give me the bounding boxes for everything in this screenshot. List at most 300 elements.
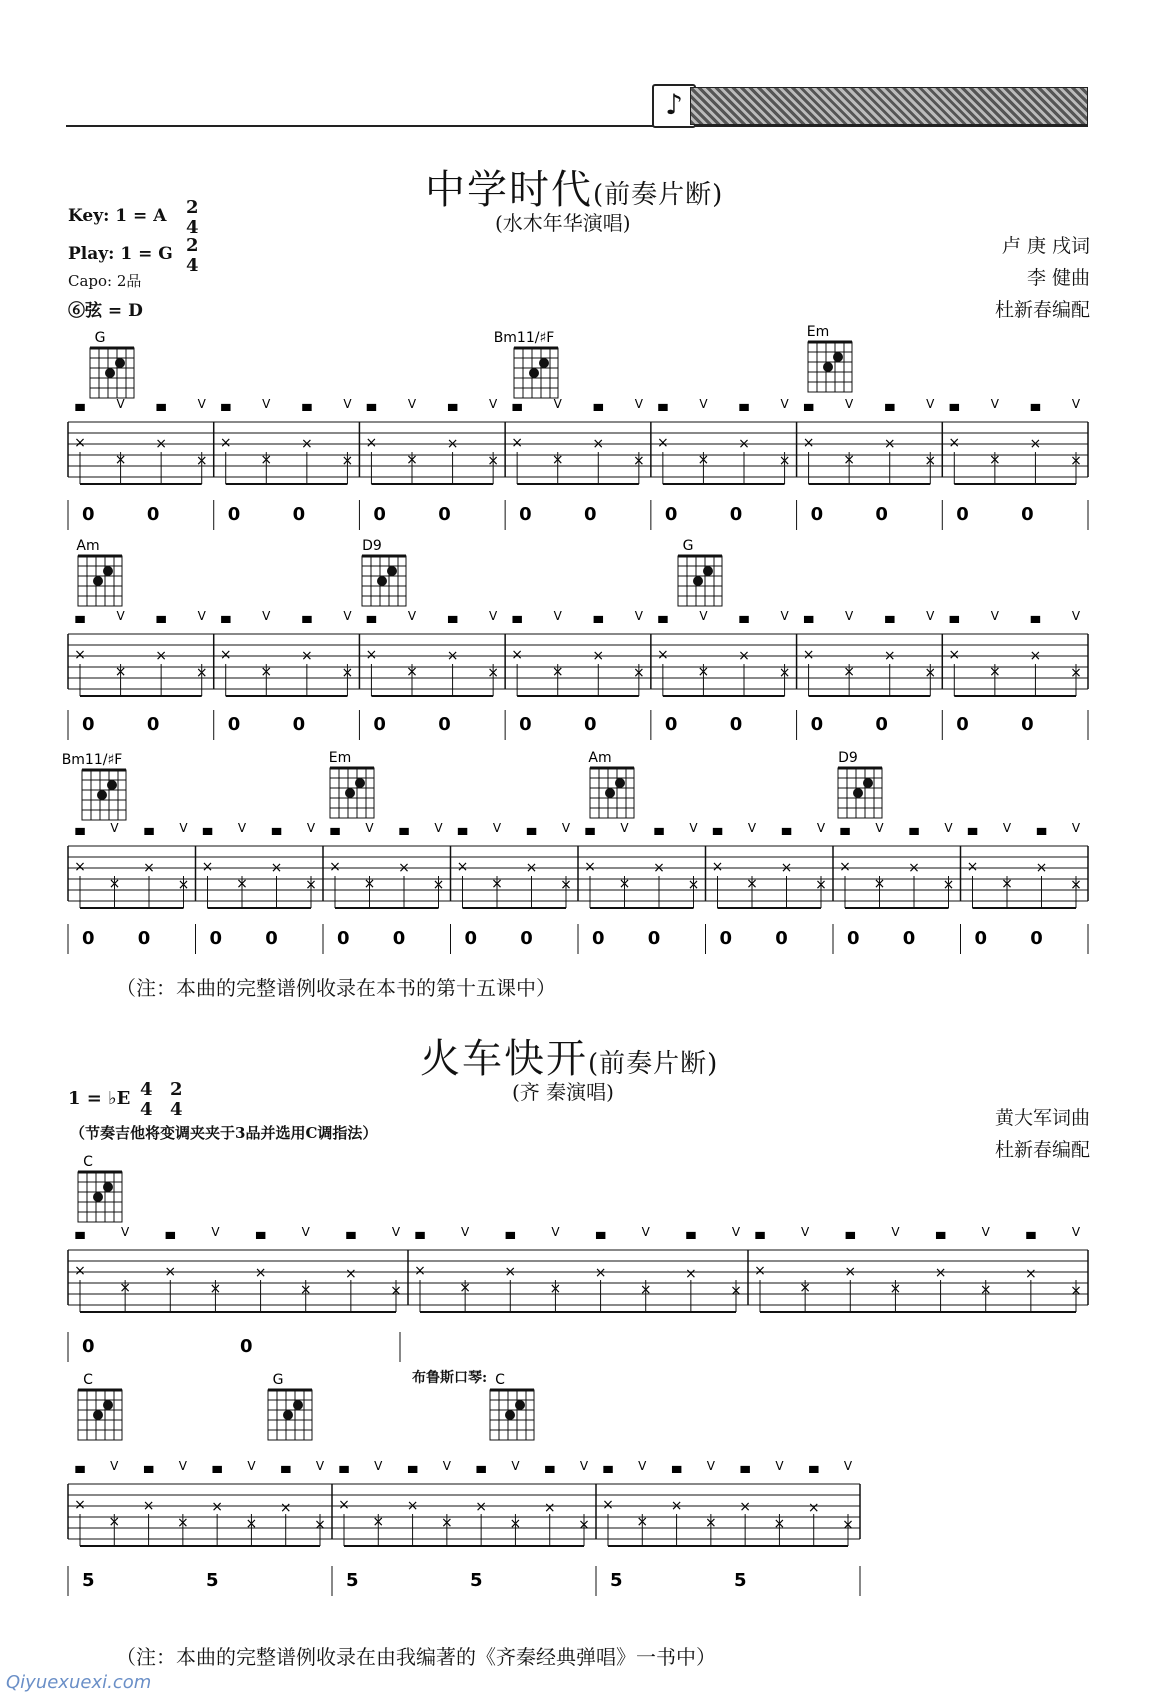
tab-x-mark: × <box>594 1265 607 1281</box>
bass-note: 0 <box>729 504 743 525</box>
bass-note: 0 <box>82 504 95 525</box>
tab-x-mark: × <box>114 664 127 680</box>
bass-note: 0 <box>810 714 824 735</box>
stroke-mark: V <box>1002 821 1012 835</box>
bass-note: 0 <box>520 928 533 949</box>
stroke-mark: V <box>391 1225 401 1239</box>
tab-x-mark: × <box>684 1266 697 1282</box>
song1-capo: Capo: 2品 <box>68 272 142 290</box>
stroke-mark: ▄ <box>407 1459 418 1473</box>
tab-x-mark: × <box>738 436 750 452</box>
chord-name: Em <box>806 324 830 340</box>
tab-x-mark: × <box>155 436 168 452</box>
tab-x-mark: × <box>176 1515 189 1531</box>
bass-note: 0 <box>146 714 160 735</box>
tab-x-mark: × <box>398 860 410 876</box>
stroke-mark: V <box>461 1225 470 1239</box>
tab-x-mark: × <box>697 452 710 468</box>
song2-time-sig-1: 4 4 <box>140 1079 153 1120</box>
stroke-mark: ▄ <box>143 1459 154 1473</box>
tab-x-mark: × <box>195 453 208 469</box>
bass-note: 0 <box>209 928 223 949</box>
tab-x-mark: × <box>988 664 1001 680</box>
stroke-mark: V <box>579 1459 589 1473</box>
tab-x-mark: × <box>509 1516 522 1532</box>
tab-x-mark: × <box>815 877 827 893</box>
bass-note: 0 <box>146 504 160 525</box>
stroke-mark: V <box>775 1459 784 1473</box>
tab-x-mark: × <box>883 648 896 664</box>
chord-dot <box>377 576 387 586</box>
stroke-mark: V <box>301 1225 310 1239</box>
tab-x-mark: × <box>491 876 503 892</box>
tab-x-mark: × <box>209 1281 222 1297</box>
tab-x-mark: × <box>338 1497 350 1513</box>
stroke-mark: ▄ <box>885 609 895 623</box>
tab-x-mark: × <box>966 859 979 875</box>
stroke-mark: V <box>489 397 498 411</box>
tab-x-mark: × <box>807 1500 820 1516</box>
chord-dot <box>615 778 625 788</box>
stroke-mark: ▄ <box>654 821 664 835</box>
stroke-mark: V <box>1071 1225 1081 1239</box>
stroke-mark: V <box>262 609 271 623</box>
stroke-mark: ▄ <box>740 1459 750 1473</box>
tab-x-mark: × <box>236 876 248 892</box>
tab-x-mark: × <box>924 665 937 681</box>
tab-x-mark: × <box>487 453 500 469</box>
bass-note: 5 <box>734 1570 747 1591</box>
tab-x-mark: × <box>299 1282 312 1298</box>
tab-x-mark: × <box>108 1514 121 1530</box>
chord-dot <box>833 352 843 362</box>
chord-dot <box>853 788 863 798</box>
bass-note: 5 <box>470 1570 483 1591</box>
chord-dot <box>539 358 549 368</box>
chord-dot <box>107 780 117 790</box>
bass-note: 0 <box>902 928 916 949</box>
stroke-mark: ▄ <box>271 821 282 835</box>
stroke-mark: ▄ <box>212 1459 222 1473</box>
stroke-mark: ▄ <box>949 609 959 623</box>
stroke-mark: V <box>374 1459 383 1473</box>
chord-name: D9 <box>838 750 858 766</box>
tab-x-mark: × <box>1070 877 1082 893</box>
stroke-mark: V <box>731 1225 741 1239</box>
tab-x-mark: × <box>195 665 208 681</box>
stroke-mark: ▄ <box>809 1459 819 1473</box>
chord-dot <box>515 1400 525 1410</box>
tab-x-mark: × <box>1070 1283 1082 1299</box>
stroke-mark: V <box>489 609 498 623</box>
stroke-mark: V <box>990 609 999 623</box>
bass-note: 0 <box>519 714 532 735</box>
tab-x-mark: × <box>687 877 700 893</box>
stroke-mark: ▄ <box>845 1225 855 1239</box>
tab-x-mark: × <box>560 877 572 893</box>
tab-x-mark: × <box>618 876 631 892</box>
bass-note: 0 <box>292 714 306 735</box>
tab-x-mark: × <box>459 1280 472 1296</box>
stroke-mark: ▄ <box>302 609 312 623</box>
stroke-mark: V <box>434 821 443 835</box>
tab-x-mark: × <box>305 877 317 893</box>
bass-note: 0 <box>292 504 306 525</box>
stroke-mark: ▄ <box>512 609 522 623</box>
stroke-mark: V <box>641 1225 650 1239</box>
tab-x-mark: × <box>883 436 896 452</box>
chord-name: Bm11/♯F <box>61 752 123 768</box>
stroke-mark: V <box>553 609 562 623</box>
tab-x-mark: × <box>746 876 758 892</box>
bass-note: 0 <box>82 1336 95 1357</box>
tab-x-mark: × <box>446 648 459 664</box>
stroke-mark: V <box>981 1225 990 1239</box>
stroke-mark: V <box>875 821 884 835</box>
stroke-mark: ▄ <box>658 609 668 623</box>
bass-note: 0 <box>584 714 597 735</box>
bass-note: 0 <box>1021 714 1034 735</box>
chord-dot <box>529 368 539 378</box>
tab-x-mark: × <box>592 436 605 452</box>
chord-dot <box>283 1410 293 1420</box>
stroke-mark: V <box>116 397 125 411</box>
chord-dot <box>505 1410 515 1420</box>
tab-x-mark: × <box>119 1280 132 1296</box>
tab-x-mark: × <box>738 648 750 664</box>
chord-dot <box>387 566 397 576</box>
stroke-mark: V <box>553 397 562 411</box>
bass-note: 0 <box>464 928 478 949</box>
song1-time-sig-2: 2 4 <box>186 235 199 276</box>
bass-note: 0 <box>875 714 888 735</box>
bass-note: 0 <box>519 504 532 525</box>
tab-x-mark: × <box>143 860 155 876</box>
chord-dot <box>345 788 355 798</box>
stroke-mark: V <box>179 821 188 835</box>
tab-x-mark: × <box>632 665 645 681</box>
stroke-mark: ▄ <box>165 1225 175 1239</box>
tab-x-mark: × <box>440 1515 453 1531</box>
stroke-mark: ▄ <box>221 397 231 411</box>
chord-name: G <box>94 330 106 346</box>
tab-x-mark: × <box>254 1265 267 1281</box>
stroke-mark: ▄ <box>447 609 458 623</box>
bass-note: 0 <box>847 928 860 949</box>
bass-note: 0 <box>974 928 988 949</box>
tab-x-mark: × <box>300 436 313 452</box>
bass-note: 0 <box>438 714 451 735</box>
tab-x-mark: × <box>344 1266 357 1282</box>
chord-dot <box>105 368 115 378</box>
chord-name: C <box>83 1372 93 1388</box>
stroke-mark: ▄ <box>75 1459 85 1473</box>
bass-note: 0 <box>373 714 386 735</box>
stroke-mark: ▄ <box>739 397 749 411</box>
stroke-mark: ▄ <box>712 821 723 835</box>
stroke-mark: V <box>816 821 826 835</box>
chord-dot <box>863 778 873 788</box>
tab-x-mark: × <box>142 1498 155 1514</box>
tab-x-mark: × <box>843 452 856 468</box>
stroke-mark: V <box>197 609 206 623</box>
bass-note: 5 <box>82 1570 95 1591</box>
song1-title: 中学时代(前奏片断) <box>425 167 724 213</box>
tab-x-mark: × <box>948 435 961 451</box>
stroke-mark: ▄ <box>1030 397 1041 411</box>
stroke-mark: V <box>492 821 502 835</box>
bass-note: 0 <box>664 714 678 735</box>
tab-x-mark: × <box>889 1281 902 1297</box>
tab-x-mark: × <box>839 859 851 875</box>
stroke-mark: ▄ <box>399 821 409 835</box>
tab-x-mark: × <box>260 664 273 680</box>
stroke-mark: ▄ <box>156 397 166 411</box>
bass-note: 0 <box>137 928 151 949</box>
stroke-mark: ▄ <box>447 397 458 411</box>
tab-x-mark: × <box>314 1517 326 1533</box>
tab-x-mark: × <box>74 1497 86 1513</box>
stroke-mark: V <box>801 1225 810 1239</box>
song2-capo-note: （节奏吉他将变调夹夹于3品并选用C调指法） <box>70 1124 378 1142</box>
stroke-mark: ▄ <box>935 1225 946 1239</box>
tab-x-mark: × <box>844 1264 857 1280</box>
chord-name: D9 <box>362 538 382 554</box>
stroke-mark: V <box>211 1225 220 1239</box>
tab-x-mark: × <box>74 435 86 451</box>
stroke-mark: ▄ <box>457 821 468 835</box>
tab-x-mark: × <box>632 453 645 469</box>
tab-x-mark: × <box>432 877 445 893</box>
tab-x-mark: × <box>1070 453 1082 469</box>
tab-x-mark: × <box>74 1263 86 1279</box>
tab-x-mark: × <box>697 664 710 680</box>
stroke-mark: ▄ <box>1030 609 1041 623</box>
bass-note: 0 <box>82 928 95 949</box>
tab-x-mark: × <box>543 1500 556 1516</box>
stroke-mark: V <box>689 821 698 835</box>
tab-x-mark: × <box>456 859 469 875</box>
tab-x-mark: × <box>341 453 354 469</box>
tab-x-mark: × <box>602 1497 614 1513</box>
stroke-mark: V <box>306 821 316 835</box>
stroke-mark: ▄ <box>526 821 537 835</box>
bass-note: 0 <box>956 504 969 525</box>
stroke-mark: ▄ <box>346 1225 356 1239</box>
tab-x-mark: × <box>201 859 214 875</box>
stroke-mark: V <box>561 821 571 835</box>
tab-x-mark: × <box>924 453 937 469</box>
stroke-mark: ▄ <box>781 821 792 835</box>
tab-x-mark: × <box>487 665 500 681</box>
stroke-mark: ▄ <box>658 397 668 411</box>
stroke-mark: ▄ <box>302 397 312 411</box>
tab-x-mark: × <box>656 435 669 451</box>
bass-note: 0 <box>227 504 241 525</box>
stroke-mark: ▄ <box>803 397 814 411</box>
tab-x-mark: × <box>511 435 524 451</box>
tab-x-mark: × <box>799 1280 812 1296</box>
chord-name: C <box>83 1154 93 1170</box>
stroke-mark: ▄ <box>366 609 377 623</box>
tab-x-mark: × <box>942 877 955 893</box>
tab-x-mark: × <box>475 1499 488 1515</box>
bass-note: 0 <box>438 504 451 525</box>
tab-x-mark: × <box>177 877 190 893</box>
tab-x-mark: × <box>711 859 724 875</box>
chord-dot <box>355 778 365 788</box>
tab-x-mark: × <box>155 648 168 664</box>
tab-x-mark: × <box>372 1514 385 1530</box>
stroke-mark: V <box>551 1225 560 1239</box>
tab-x-mark: × <box>584 859 596 875</box>
stroke-mark: ▄ <box>255 1225 266 1239</box>
bass-note: 0 <box>664 504 678 525</box>
stroke-mark: ▄ <box>603 1459 613 1473</box>
tab-x-mark: × <box>406 452 418 468</box>
tab-x-mark: × <box>780 860 793 876</box>
bass-note: 0 <box>729 714 743 735</box>
tab-x-mark: × <box>802 647 815 663</box>
stroke-mark: V <box>891 1225 900 1239</box>
stroke-mark: V <box>343 397 352 411</box>
stroke-mark: V <box>699 609 708 623</box>
chord-dot <box>293 1400 303 1410</box>
tab-x-mark: × <box>842 1517 854 1533</box>
bass-note: 0 <box>775 928 788 949</box>
bass-note: 5 <box>346 1570 359 1591</box>
tab-x-mark: × <box>549 1281 562 1297</box>
stroke-mark: ▄ <box>755 1225 765 1239</box>
stroke-mark: V <box>178 1459 187 1473</box>
tab-x-mark: × <box>551 452 564 468</box>
stroke-mark: ▄ <box>909 821 919 835</box>
chord-name: G <box>682 538 694 554</box>
bass-note: 0 <box>810 504 824 525</box>
stroke-mark: ▄ <box>75 609 85 623</box>
stroke-mark: ▄ <box>671 1459 682 1473</box>
stroke-mark: V <box>843 1459 853 1473</box>
stroke-mark: V <box>197 397 206 411</box>
stroke-mark: V <box>343 609 352 623</box>
tab-x-mark: × <box>908 860 920 876</box>
song1-time-sig-1: 2 4 <box>186 197 199 238</box>
stroke-mark: V <box>706 1459 715 1473</box>
tab-x-mark: × <box>300 648 313 664</box>
stroke-mark: ▄ <box>739 609 749 623</box>
song2-credits: 黄大军词曲 杜新春编配 <box>994 1107 1090 1161</box>
bass-note: 0 <box>875 504 888 525</box>
tab-x-mark: × <box>988 452 1001 468</box>
chord-dot <box>103 1182 113 1192</box>
tab-x-mark: × <box>639 1282 652 1298</box>
song1-note: （注：本曲的完整谱例收录在本书的第十五课中） <box>116 976 556 1000</box>
stroke-mark: ▄ <box>75 821 85 835</box>
tab-x-mark: × <box>979 1282 992 1298</box>
stroke-mark: V <box>780 609 789 623</box>
tab-x-mark: × <box>365 435 378 451</box>
chord-name: C <box>495 1372 505 1388</box>
bass-note: 0 <box>337 928 350 949</box>
stroke-mark: V <box>407 609 417 623</box>
stroke-mark: V <box>926 609 935 623</box>
stroke-mark: V <box>262 397 271 411</box>
song2-performer: (齐 秦演唱) <box>512 1080 614 1104</box>
stroke-mark: ▄ <box>366 397 377 411</box>
chord-dot <box>93 576 103 586</box>
stroke-mark: ▄ <box>281 1459 291 1473</box>
chord-dot <box>823 362 833 372</box>
bass-note: 5 <box>610 1570 623 1591</box>
stroke-mark: V <box>407 397 417 411</box>
tab-x-mark: × <box>365 647 378 663</box>
tab-x-mark: × <box>1070 665 1082 681</box>
tab-x-mark: × <box>739 1499 752 1515</box>
stroke-mark: V <box>747 821 757 835</box>
stroke-mark: ▄ <box>686 1225 696 1239</box>
bass-note: 5 <box>206 1570 219 1591</box>
tab-x-mark: × <box>164 1264 177 1280</box>
tab-x-mark: × <box>279 1500 292 1516</box>
stroke-mark: V <box>247 1459 256 1473</box>
stroke-mark: V <box>1071 397 1081 411</box>
bass-note: 0 <box>1021 504 1034 525</box>
chord-dot <box>103 1400 113 1410</box>
stroke-mark: V <box>638 1459 647 1473</box>
chord-dot <box>693 576 703 586</box>
stroke-mark: ▄ <box>505 1225 515 1239</box>
stroke-mark: ▄ <box>885 397 895 411</box>
stroke-mark: ▄ <box>595 1225 606 1239</box>
bass-note: 0 <box>82 714 95 735</box>
stroke-mark: ▄ <box>512 397 522 411</box>
chord-name: G <box>272 1372 284 1388</box>
tab-x-mark: × <box>363 876 376 892</box>
tab-x-mark: × <box>592 648 605 664</box>
stroke-mark: ▄ <box>803 609 814 623</box>
tab-x-mark: × <box>446 436 459 452</box>
stroke-mark: ▄ <box>1026 1225 1036 1239</box>
chord-dot <box>103 566 113 576</box>
stroke-mark: V <box>315 1459 325 1473</box>
stroke-mark: V <box>1071 609 1081 623</box>
stroke-mark: ▄ <box>330 821 340 835</box>
song1-tuning: ⑥弦 = D <box>68 301 143 321</box>
stroke-mark: V <box>1071 821 1081 835</box>
song2-time-sig-2: 2 4 <box>170 1079 183 1120</box>
tab-x-mark: × <box>406 1498 419 1514</box>
bass-note: 0 <box>392 928 406 949</box>
tab-x-mark: × <box>114 452 127 468</box>
stroke-mark: V <box>511 1459 520 1473</box>
tab-x-mark: × <box>329 859 341 875</box>
song1-performer: (水木年华演唱) <box>495 211 631 235</box>
stroke-mark: ▄ <box>202 821 213 835</box>
tab-x-mark: × <box>219 435 232 451</box>
stroke-mark: V <box>121 1225 130 1239</box>
stroke-mark: V <box>926 397 935 411</box>
chord-name: Am <box>588 750 612 766</box>
tab-x-mark: × <box>1024 1266 1037 1282</box>
chord-dot <box>97 790 107 800</box>
bass-note: 0 <box>373 504 386 525</box>
bass-note: 0 <box>647 928 661 949</box>
stroke-mark: ▄ <box>144 821 154 835</box>
song2-title: 火车快开(前奏片断) <box>420 1036 719 1082</box>
tab-x-mark: × <box>934 1265 947 1281</box>
stroke-mark: ▄ <box>476 1459 486 1473</box>
stroke-mark: ▄ <box>949 397 959 411</box>
